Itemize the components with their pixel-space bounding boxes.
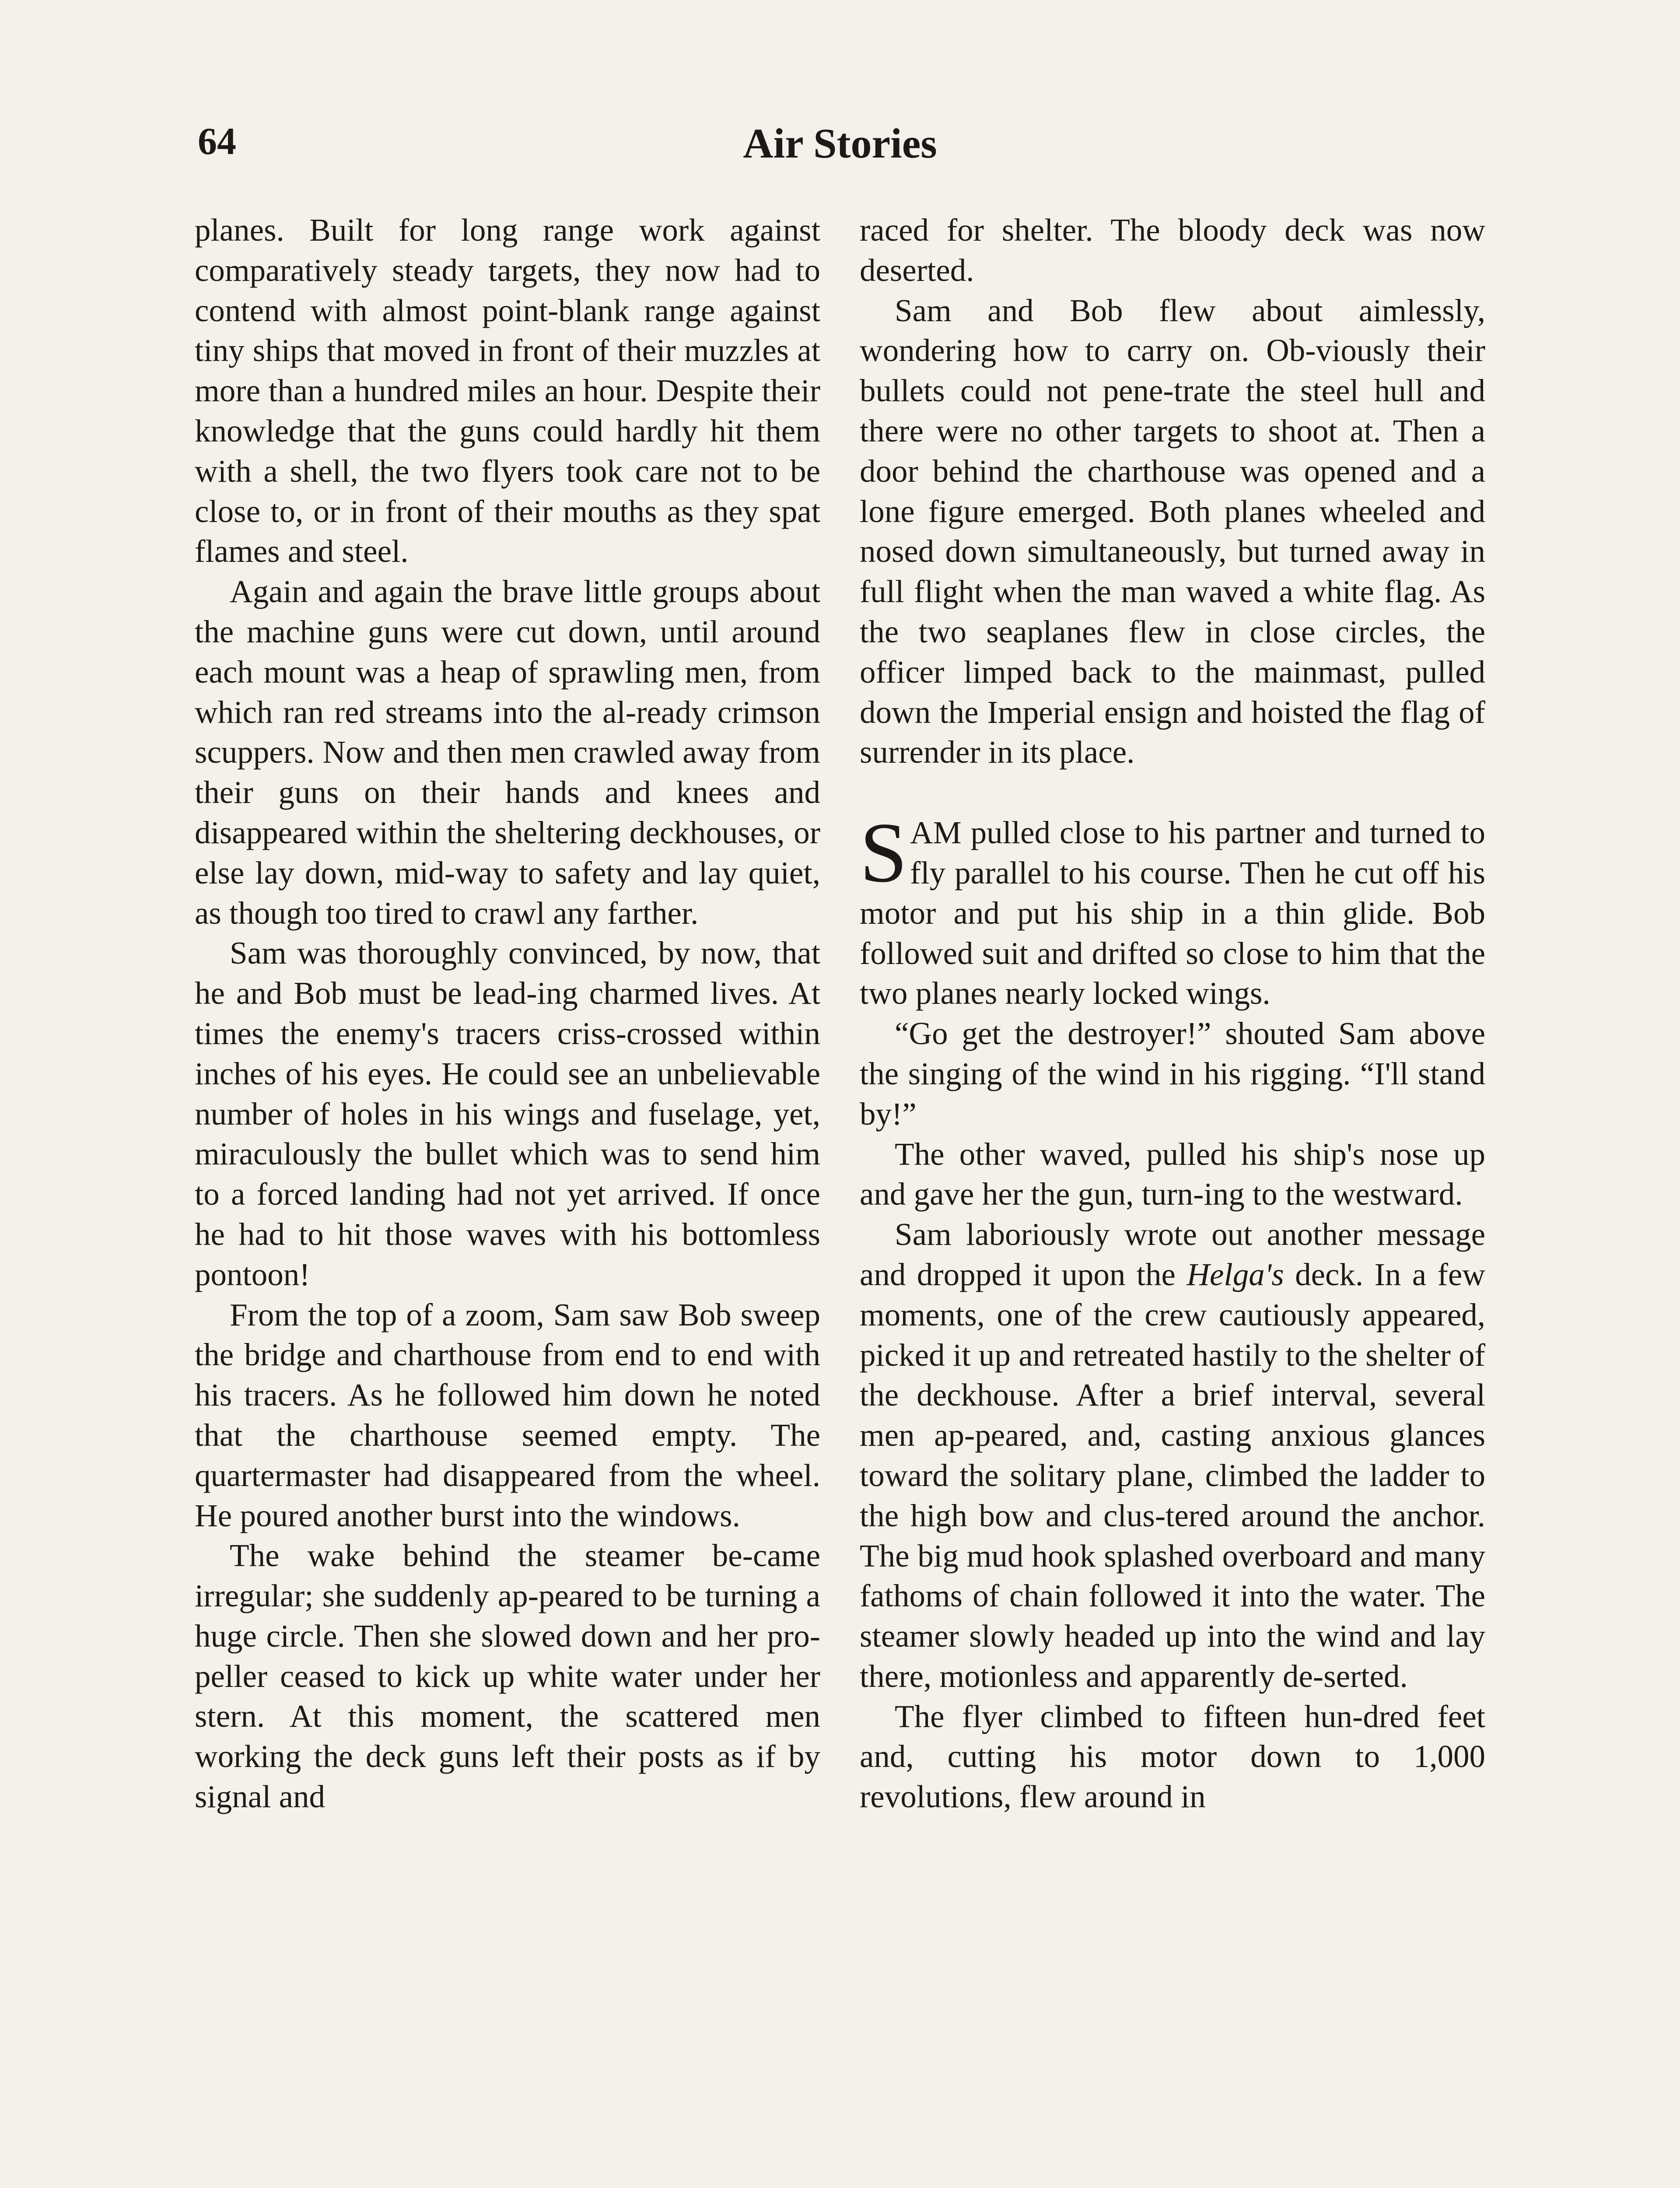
paragraph: The wake behind the steamer be-came irregular; she suddenly ap-peared to be turning a huge circle. Then she slowed down and her pro-peller ceased to kick up white water under her stern. At this moment, the scattered men working the deck guns left their posts as if by signal and — [195, 1538, 820, 1815]
left-column — [195, 210, 820, 1817]
paragraph: From the top of a zoom, Sam saw Bob sweep the bridge and charthouse from end to end with his tracers. As he followed him down he noted that the charthouse seemed empty. The quartermaster had disappeared from the wheel. He poured another burst into the windows. — [195, 1297, 820, 1533]
paragraph-text: deck. In a few moments, one of the crew cautiously appeared, picked it up and retreated hastily to the shelter of the deckhouse. After a brief interval, several men ap-peared, and, casting anxious glances toward the solitary plane, climbed the ladder to the high bow and clus-tered around the anchor. The big mud hook splashed overboard and many fathoms of chain followed it into the water. The steamer slowly headed up into the wind and lay there, motionless and apparently de-serted. — [860, 1256, 1485, 1694]
page-number: 64 — [198, 120, 236, 163]
paragraph: Sam and Bob flew about aimlessly, wondering how to carry on. Ob-viously their bullets could not pene-trate the steel hull and there were no other targets to shoot at. Then a door behind the charthouse was opened and a lone figure emerged. Both planes wheeled and nosed down simultaneously, but turned away in full flight when the man waved a white flag. As the two seaplanes flew in close circles, the officer limped back to the mainmast, pulled down the Imperial ensign and hoisted the flag of surrender in its place. — [860, 292, 1485, 770]
ship-name: Helga's — [1186, 1256, 1284, 1292]
paragraph: “Go get the destroyer!” shouted Sam above the singing of the wind in his rigging. “I'll stand by!” — [860, 1016, 1485, 1132]
paragraph: raced for shelter. The bloody deck was now deserted. — [860, 212, 1485, 288]
right-column — [860, 210, 1485, 1817]
drop-cap: S — [860, 805, 908, 901]
paragraph: planes. Built for long range work against comparatively steady targets, they now had to contend with almost point-blank range against tiny ships that moved in front of their muzzles at more than a hundred miles an hour. Despite their knowledge that the guns could hardly hit them with a shell, the two flyers took care not to be close to, or in front of their mouths as they spat flames and steel. — [195, 212, 820, 569]
page-header — [0, 114, 1680, 184]
paragraph: Sam was thoroughly convinced, by now, that he and Bob must be lead-ing charmed lives. At times the enemy's tracers criss-crossed within inches of his eyes. He could see an unbelievable number of holes in his wings and fuselage, yet, miraculously the bullet which was to send him to a forced landing had not yet arrived. If once he had to hit those waves with his bottomless pontoon! — [195, 935, 820, 1292]
paragraph-text: AM pulled close to his partner and turned to fly parallel to his course. Then he cut off his motor and put his ship in a thin glide. Bob followed suit and drifted so close to him that the two planes nearly locked wings. — [860, 815, 1485, 1011]
running-title: Air Stories — [743, 120, 937, 167]
paragraph — [860, 1214, 1485, 1697]
paragraph: Again and again the brave little groups about the machine guns were cut down, until around each mount was a heap of sprawling men, from which ran red streams into the al-ready crimson scuppers. Now and then men crawled away from their guns on their hands and knees and disappeared within the sheltering deckhouses, or else lay down, mid-way to safety and lay quiet, as though too tired to crawl any farther. — [195, 574, 820, 931]
paragraph: The flyer climbed to fifteen hun-dred feet and, cutting his motor down to 1,000 revolutions, flew around in — [860, 1698, 1485, 1815]
paragraph: The other waved, pulled his ship's nose up and gave her the gun, turn-ing to the westward. — [860, 1136, 1485, 1212]
paragraph-text: Sam laboriously wrote out another message and dropped it upon the — [860, 1217, 1485, 1292]
section-opening-paragraph — [860, 805, 1485, 1013]
